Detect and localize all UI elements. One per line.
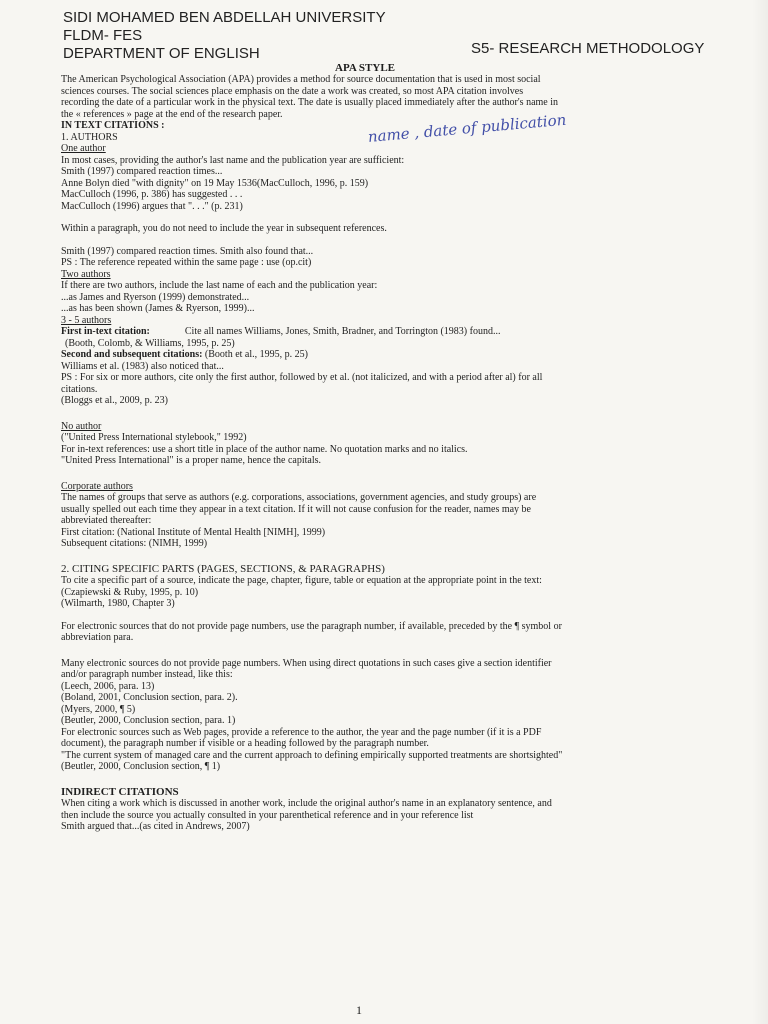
course-name: S5- RESEARCH METHODOLOGY bbox=[471, 40, 705, 57]
authors-heading: 1. AUTHORS bbox=[61, 131, 118, 143]
no-author-label: No author bbox=[61, 420, 102, 432]
subsequent-citation-line: Second and subsequent citations: (Booth et al., 1995, p. 25) bbox=[61, 349, 308, 360]
one-author-label: One author bbox=[61, 143, 106, 154]
scan-shadow bbox=[752, 0, 768, 1024]
page-number: 1 bbox=[356, 1003, 362, 1017]
specific-parts-heading: 2. CITING SPECIFIC PARTS (PAGES, SECTIONS, & PARAGRAPHS) bbox=[61, 562, 385, 575]
corporate-authors-label: Corporate authors bbox=[61, 480, 133, 492]
within-paragraph-note: Within a paragraph, you do not need to include the year in subsequent references. bbox=[61, 223, 387, 234]
indirect-citations-heading: INDIRECT CITATIONS bbox=[61, 785, 179, 798]
university-name: SIDI MOHAMED BEN ABDELLAH UNIVERSITY bbox=[63, 9, 386, 26]
document-header bbox=[63, 9, 386, 63]
three-five-authors-label: 3 - 5 authors bbox=[61, 314, 112, 326]
in-text-heading: IN TEXT CITATIONS : bbox=[61, 120, 165, 131]
two-authors-label: Two authors bbox=[61, 268, 111, 280]
first-citation-line: First in-text citation: Cite all names Williams, Jones, Smith, Bradner, and Torrington (1983) found... bbox=[61, 326, 501, 337]
intro-paragraph: The American Psychological Association (APA) provides a method for source documentation that is used in most social sciences courses. The social sciences place emphasis on the date a work was created, so most APA citation involves recording the date of a particular work in the physical text. The date is usually placed immediately after the author's name in the « references » page at the end of the research paper. bbox=[61, 74, 558, 120]
document-title: APA STYLE bbox=[335, 62, 396, 74]
document-body: The American Psychological Association (APA) provides a method for source documentation that is used in most social sciences courses. The social sciences place emphasis on the date a work was created, so most APA citation involves recording the date of a particular work in the physical text. The date is usually placed immediately after the author's name in the « references » page at the end of the research paper. IN TEXT CITATIONS : 1. AUTHORS One author In most cases, providing the author's last name and the publication year are sufficient: Smith (1997) compared reaction times... Anne Bolyn died "with dignity" on 19 May 1536(MacCulloch, 1996, p. 159) MacCulloch (1996, p. 386) has suggested . . . MacCulloch (1996) argues that ". . ." (p. 231) Within a paragraph, you do not need to include the year in subsequent references. Smith (1997) compared reaction times. Smith also found that... PS : The reference repeated within the same page : use (op.cit) Two authors If there are two authors, include the last name of each and the publication year: ...as James and Ryerson (1999) demonstrated... ...as has been shown (James & Ryerson, 1999)... 3 - 5 authors First in-text citation: Cite all names Williams, Jones, Smith, Bradner, and Torrington (1983) found... (Booth, Colomb, & Williams, 1995, p. 25) Second and subsequent citations: (Booth et al., 1995, p. 25) Williams et al. (1983) also noticed that... PS : For six or more authors, cite only the first author, followed by et al. (not italicized, and with a period after al) for all citations. (Bloggs et al., 2009, p. 23) No author ("United Press International stylebook," 1992) For in-text references: use a short title in place of the author name. No quotation marks and no italics. "United Press International" is a proper name, hence the capitals. Corporate authors The names of groups that serve as authors (e.g. corporations, associations, government agencies, and study groups) are usually spelled out each time they appear in a text citation. If it will not cause confusion for the reader, names may be abbreviated thereafter: First citation: (National Institute of Mental Health [NIMH], 1999) Subsequent citations: (NIMH, 1999) 2. CITING SPECIFIC PARTS (PAGES, SECTIONS, & PARAGRAPHS) To cite a specific part of a source, indicate the page, chapter, figure, table or equation at the appropriate point in the text: (Czapiewski & Ruby, 1995, p. 10) (Wilmarth, 1980, Chapter 3) For electronic sources that do not provide page numbers, use the paragraph number, if available, preceded by the ¶ symbol or abbreviation para. Many electronic sources do not provide page numbers. When using direct quotations in such cases give a section identifier and/or paragraph number instead, like this: (Leech, 2006, para. 13) (Boland, 2001, Conclusion section, para. 2). (Myers, 2000, ¶ 5) (Beutler, 2000, Conclusion section, para. 1) For electronic sources such as Web pages, provide a reference to the author, the year and the page number (if it is a PDF document), the paragraph number if visible or a heading followed by the paragraph number. "The current system of managed care and the current approach to defining empirically supported treatments are shortsighted" (Beutler, 2000, Conclusion section, ¶ 1) INDIRECT CITATIONS When citing a work which is discussed in another work, include the original author's name in an explanatory sentence, and then include the source you actually consulted in your parenthetical reference and in your reference list Smith argued that...(as cited in Andrews, 2007) bbox=[61, 74, 691, 833]
department-name: DEPARTMENT OF ENGLISH bbox=[63, 45, 260, 62]
handwritten-annotation: name , date of publication bbox=[367, 110, 567, 146]
faculty-name: FLDM- FES bbox=[63, 27, 143, 44]
